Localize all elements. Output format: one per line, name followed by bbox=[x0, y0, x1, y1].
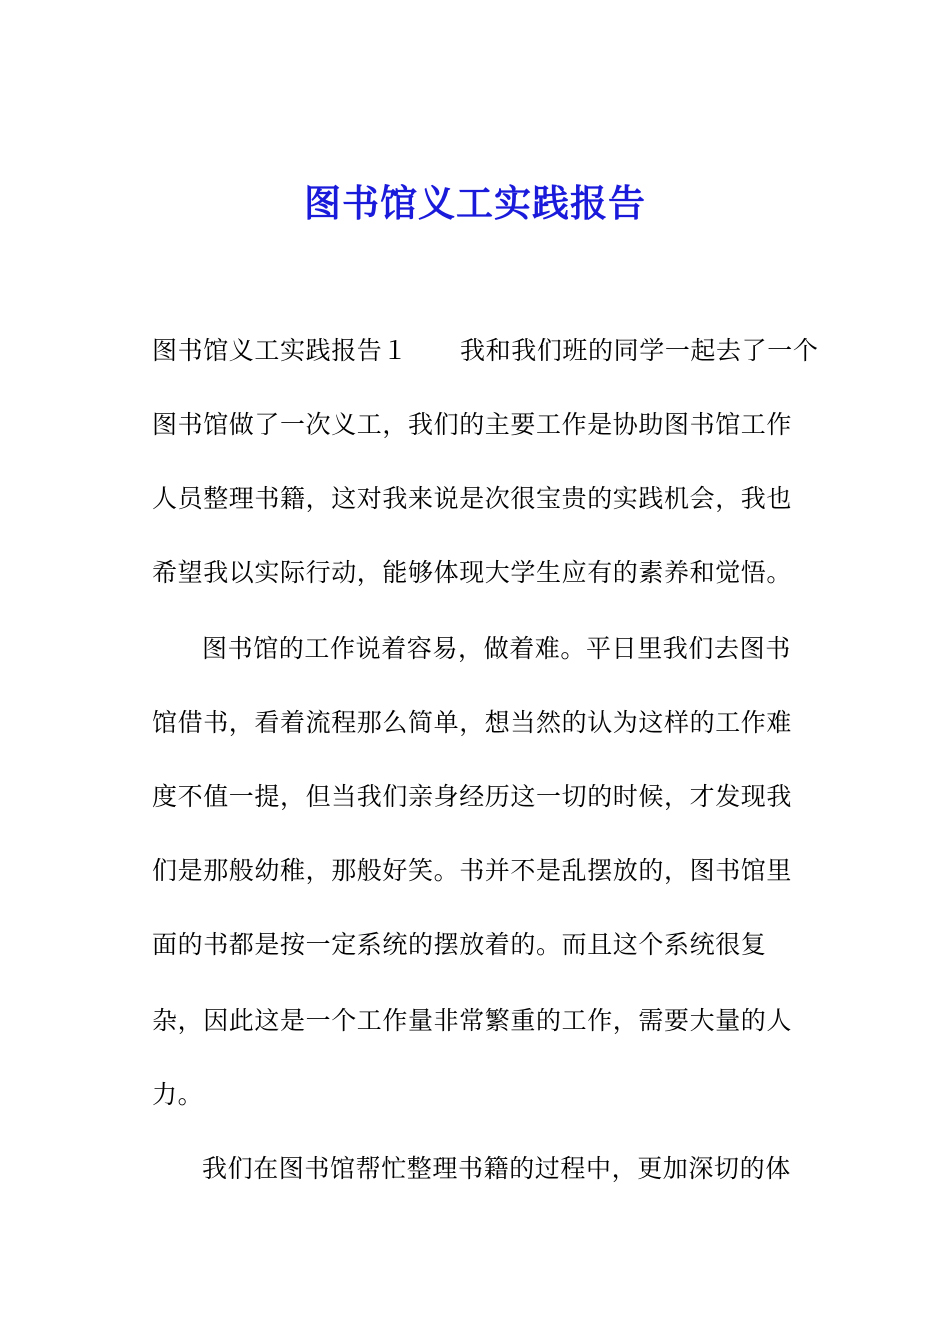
text-line-9: 面的书都是按一定系统的摆放着的。而且这个系统很复 bbox=[152, 930, 767, 959]
text-line-5: 图书馆的工作说着容易，做着难。平日里我们去图书 bbox=[202, 634, 791, 663]
text-line-10: 杂，因此这是一个工作量非常繁重的工作，需要大量的人 bbox=[152, 1006, 793, 1035]
text-line-8: 们是那般幼稚，那般好笑。书并不是乱摆放的，图书馆里 bbox=[152, 856, 793, 885]
document-title: 图书馆义工实践报告 bbox=[304, 181, 646, 225]
text-line-6: 馆借书，看着流程那么简单，想当然的认为这样的工作难 bbox=[152, 708, 793, 737]
section-heading: 图书馆义工实践报告１ bbox=[152, 336, 409, 365]
text-line-1 bbox=[152, 334, 819, 368]
text-line-2: 图书馆做了一次义工，我们的主要工作是协助图书馆工作 bbox=[152, 410, 793, 439]
text-line-12: 我们在图书馆帮忙整理书籍的过程中，更加深切的体 bbox=[202, 1154, 791, 1183]
text-line-4: 希望我以实际行动，能够体现大学生应有的素养和觉悟。 bbox=[152, 558, 793, 587]
text-line-3: 人员整理书籍，这对我来说是次很宝贵的实践机会，我也 bbox=[152, 484, 793, 513]
text-line-11: 力。 bbox=[152, 1080, 204, 1109]
text-line-7: 度不值一提，但当我们亲身经历这一切的时候，才发现我 bbox=[152, 782, 793, 811]
paragraph-text: 我和我们班的同学一起去了一个 bbox=[460, 336, 819, 365]
